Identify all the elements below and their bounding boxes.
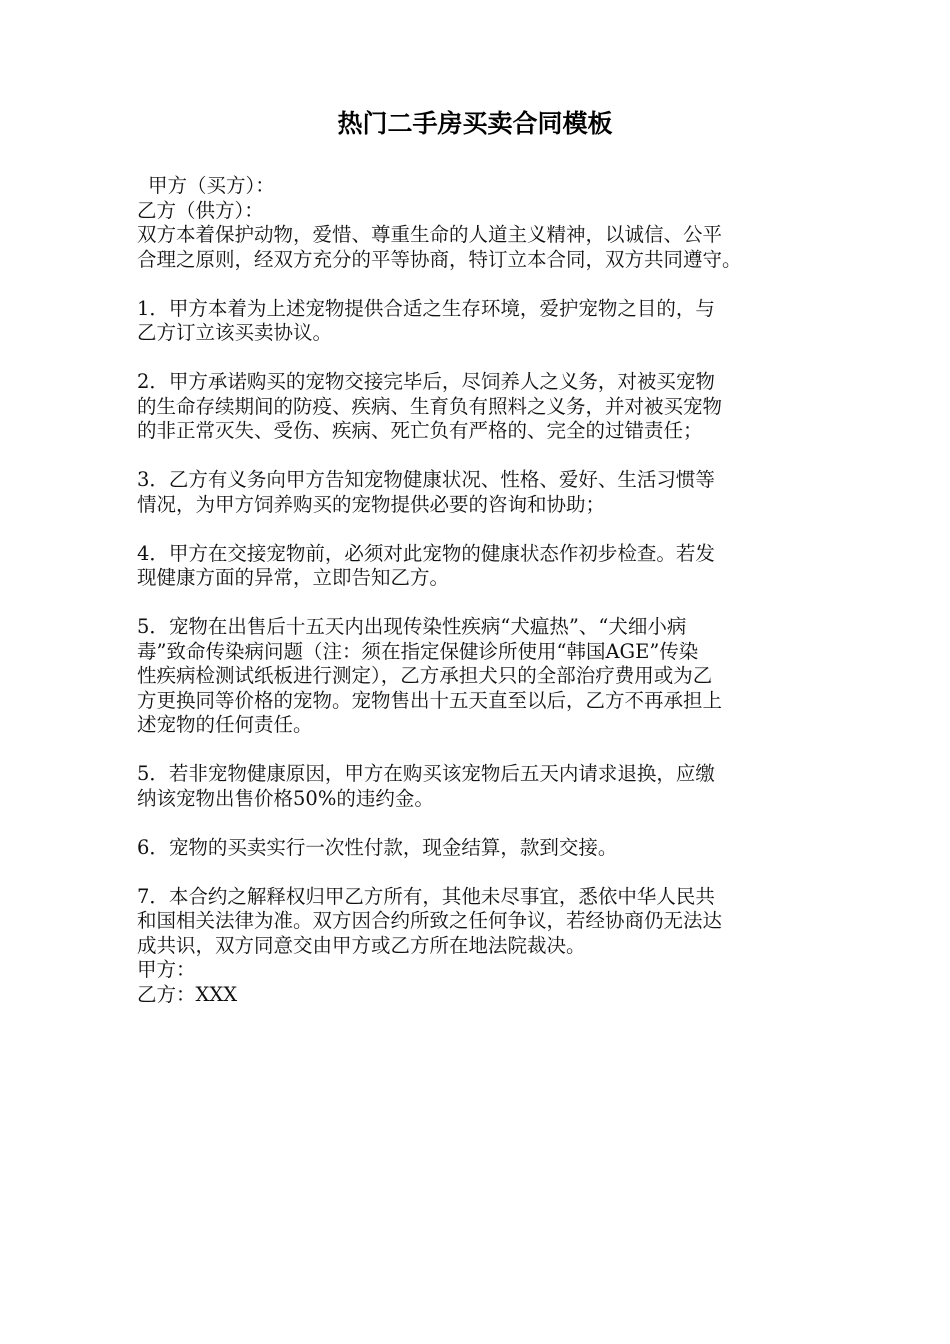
clause-3-line: 3．乙方有义务向甲方告知宠物健康状况、性格、爱好、生活习惯等: [137, 468, 715, 491]
intro-line: 合理之原则，经双方充分的平等协商，特订立本合同，双方共同遵守。: [137, 247, 742, 271]
paragraph-gap: [137, 860, 817, 885]
clause-2-line: 的生命存续期间的防疫、疾病、生育负有照料之义务，并对被买宠物: [137, 394, 723, 418]
party-a-buyer-line: 甲方（买方）：: [148, 174, 275, 197]
clause-5-line: 方更换同等价格的宠物。宠物售出十五天直至以后，乙方不再承担上: [137, 688, 723, 712]
clause-5-line: 性疾病检测试纸板进行测定），乙方承担犬只的全部治疗费用或为乙: [137, 664, 713, 687]
signature-party-b: 乙方：XXX: [137, 982, 238, 1006]
clause-7-line: 7．本合约之解释权归甲乙方所有，其他未尽事宜，悉依中华人民共: [137, 884, 715, 908]
clause-7-line: 成共识，双方同意交由甲方或乙方所在地法院裁决。: [137, 933, 586, 957]
signature-party-a: 甲方：: [137, 958, 196, 981]
clause-1-line: 1．甲方本着为上述宠物提供合适之生存环境，爱护宠物之目的，与: [137, 296, 715, 320]
document-title: 热门二手房买卖合同模板: [337, 109, 613, 138]
document-body: [137, 174, 817, 1007]
clause-4-line: 4．甲方在交接宠物前，必须对此宠物的健康状态作初步检查。若发: [137, 541, 715, 565]
clause-5-line: 5．宠物在出售后十五天内出现传染性疾病“犬瘟热”、“犬细小病: [137, 615, 687, 638]
clause-5b-line: 纳该宠物出售价格50%的违约金。: [137, 786, 434, 810]
intro-line: 双方本着保护动物，爱惜、尊重生命的人道主义精神，以诚信、公平: [137, 223, 723, 246]
clause-7-line: 和国相关法律为准。双方因合约所致之任何争议，若经协商仍无法达: [137, 909, 723, 932]
paragraph-gap: [137, 517, 817, 542]
clause-1-line: 乙方订立该买卖协议。: [137, 321, 333, 344]
paragraph-gap: [137, 346, 817, 371]
clause-5-line: 述宠物的任何责任。: [137, 713, 313, 736]
clause-2-line: 的非正常灭失、受伤、疾病、死亡负有严格的、完全的过错责任；: [137, 419, 703, 442]
clause-5b-line: 5．若非宠物健康原因，甲方在购买该宠物后五天内请求退换，应缴: [137, 762, 715, 785]
paragraph-gap: [137, 591, 817, 616]
clause-6-line: 6．宠物的买卖实行一次性付款，现金结算，款到交接。: [137, 835, 618, 859]
paragraph-gap: [137, 811, 817, 836]
paragraph-gap: [137, 444, 817, 469]
paragraph-gap: [137, 272, 817, 297]
paragraph-gap: [137, 738, 817, 763]
clause-4-line: 现健康方面的异常，立即告知乙方。: [137, 566, 450, 589]
clause-3-line: 情况，为甲方饲养购买的宠物提供必要的咨询和协助；: [137, 492, 606, 516]
party-b-supplier-line: 乙方（供方）：: [137, 198, 264, 222]
clause-2-line: 2．甲方承诺购买的宠物交接完毕后，尽饲养人之义务，对被买宠物: [137, 370, 715, 393]
clause-5-line: 毒”致命传染病问题（注：须在指定保健诊所使用“韩国AGE”传染: [137, 639, 699, 663]
